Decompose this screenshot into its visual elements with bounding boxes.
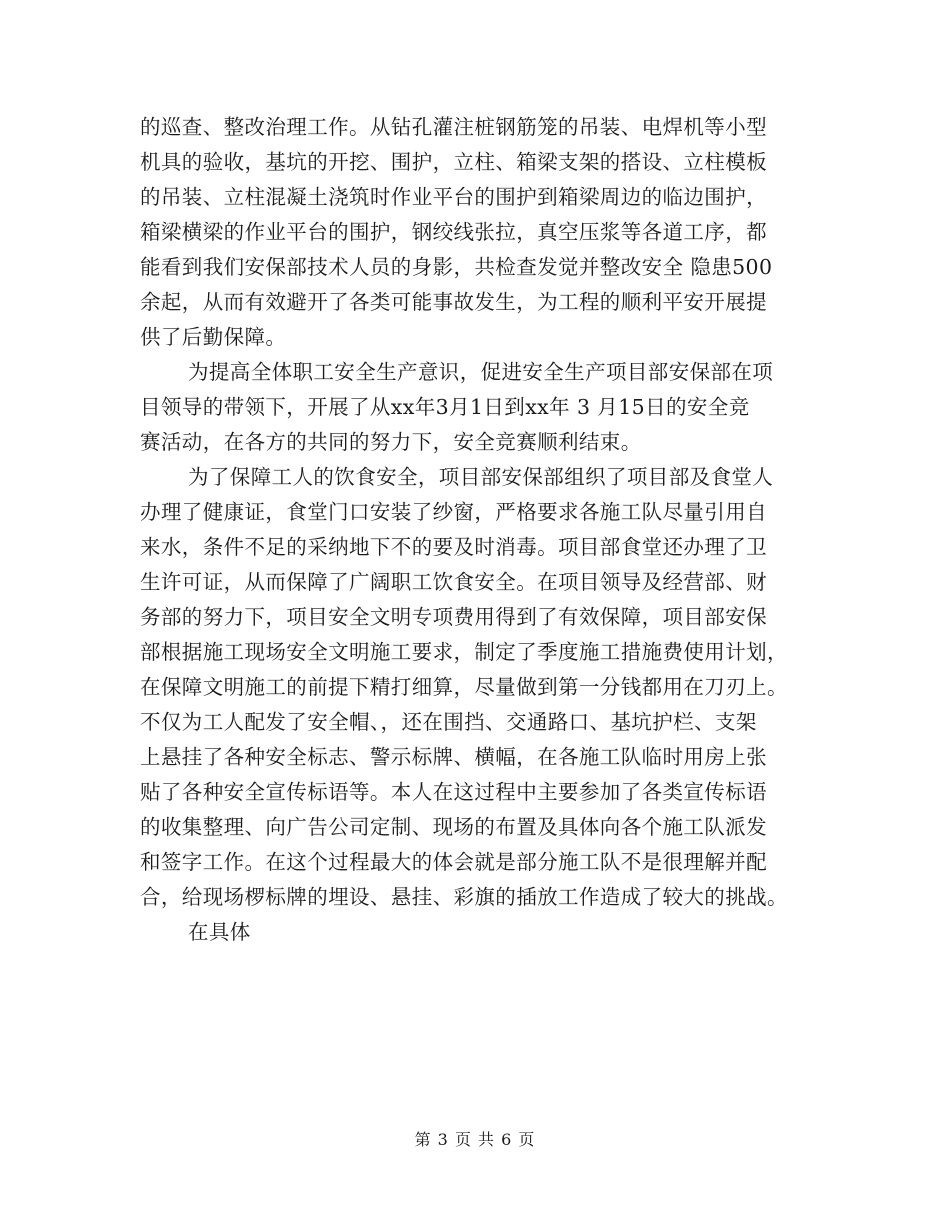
body-text-line: 生许可证，从而保障了广阔职工饮食安全。在项目领导及经营部、财 bbox=[140, 570, 767, 594]
page-number-footer: 第 3 页 共 6 页 bbox=[414, 1130, 536, 1149]
body-text-line: 供了后勤保障。 bbox=[140, 325, 287, 349]
paragraph-start-line: 为了保障工人的饮食安全，项目部安保部组织了项目部及食堂人 bbox=[188, 465, 774, 489]
body-text-line: 来水，条件不足的采纳地下不的要及时消毒。项目部食堂还办理了卫 bbox=[140, 535, 767, 559]
body-text-line: 目领导的带领下，开展了从xx年3月1日到xx年 3 月15日的安全竞 bbox=[140, 395, 750, 419]
body-text-line: 机具的验收，基坑的开挖、围护，立柱、箱梁支架的搭设、立柱模板 bbox=[140, 150, 767, 174]
body-text-line: 的吊装、立柱混凝土浇筑时作业平台的围护到箱梁周边的临边围护， bbox=[140, 185, 767, 209]
body-text-line: 和签字工作。在这个过程最大的体会就是部分施工队不是很理解并配 bbox=[140, 850, 767, 874]
body-text-line: 赛活动，在各方的共同的努力下，安全竞赛顺利结束。 bbox=[140, 430, 642, 454]
body-text-line: 的收集整理、向广告公司定制、现场的布置及具体向各个施工队派发 bbox=[140, 815, 767, 839]
body-text-line: 余起，从而有效避开了各类可能事故发生，为工程的顺利平安开展提 bbox=[140, 290, 767, 314]
body-text-line: 不仅为工人配发了安全帽、，还在围挡、交通路口、基坑护栏、支架 bbox=[140, 710, 757, 734]
body-text-line: 在保障文明施工的前提下精打细算，尽量做到第一分钱都用在刀刃上。 bbox=[140, 675, 788, 699]
body-text-line: 上悬挂了各种安全标志、警示标牌、横幅，在各施工队临时用房上张 bbox=[140, 745, 767, 769]
paragraph-start-line: 为提高全体职工安全生产意识，促进安全生产项目部安保部在项 bbox=[188, 360, 774, 384]
paragraph-start-line: 在具体 bbox=[188, 920, 251, 944]
body-text-line: 务部的努力下，项目安全文明专项费用得到了有效保障，项目部安保 bbox=[140, 605, 767, 629]
body-text-line: 的巡查、整改治理工作。从钻孔灌注桩钢筋笼的吊装、电焊机等小型 bbox=[140, 115, 767, 139]
body-text-line: 箱梁横梁的作业平台的围护，钢绞线张拉，真空压浆等各道工序，都 bbox=[140, 220, 767, 244]
body-text-line: 贴了各种安全宣传标语等。本人在这过程中主要参加了各类宣传标语 bbox=[140, 780, 767, 804]
body-text-line: 合，给现场椤标牌的埋设、悬挂、彩旗的插放工作造成了较大的挑战。 bbox=[140, 885, 788, 909]
body-text-line: 能看到我们安保部技术人员的身影，共检查发觉并整改安全 隐患500 bbox=[140, 255, 773, 279]
body-text-line: 办理了健康证，食堂门口安装了纱窗，严格要求各施工队尽量引用自 bbox=[140, 500, 767, 524]
body-text-line: 部根据施工现场安全文明施工要求，制定了季度施工措施费使用计划， bbox=[140, 640, 788, 664]
